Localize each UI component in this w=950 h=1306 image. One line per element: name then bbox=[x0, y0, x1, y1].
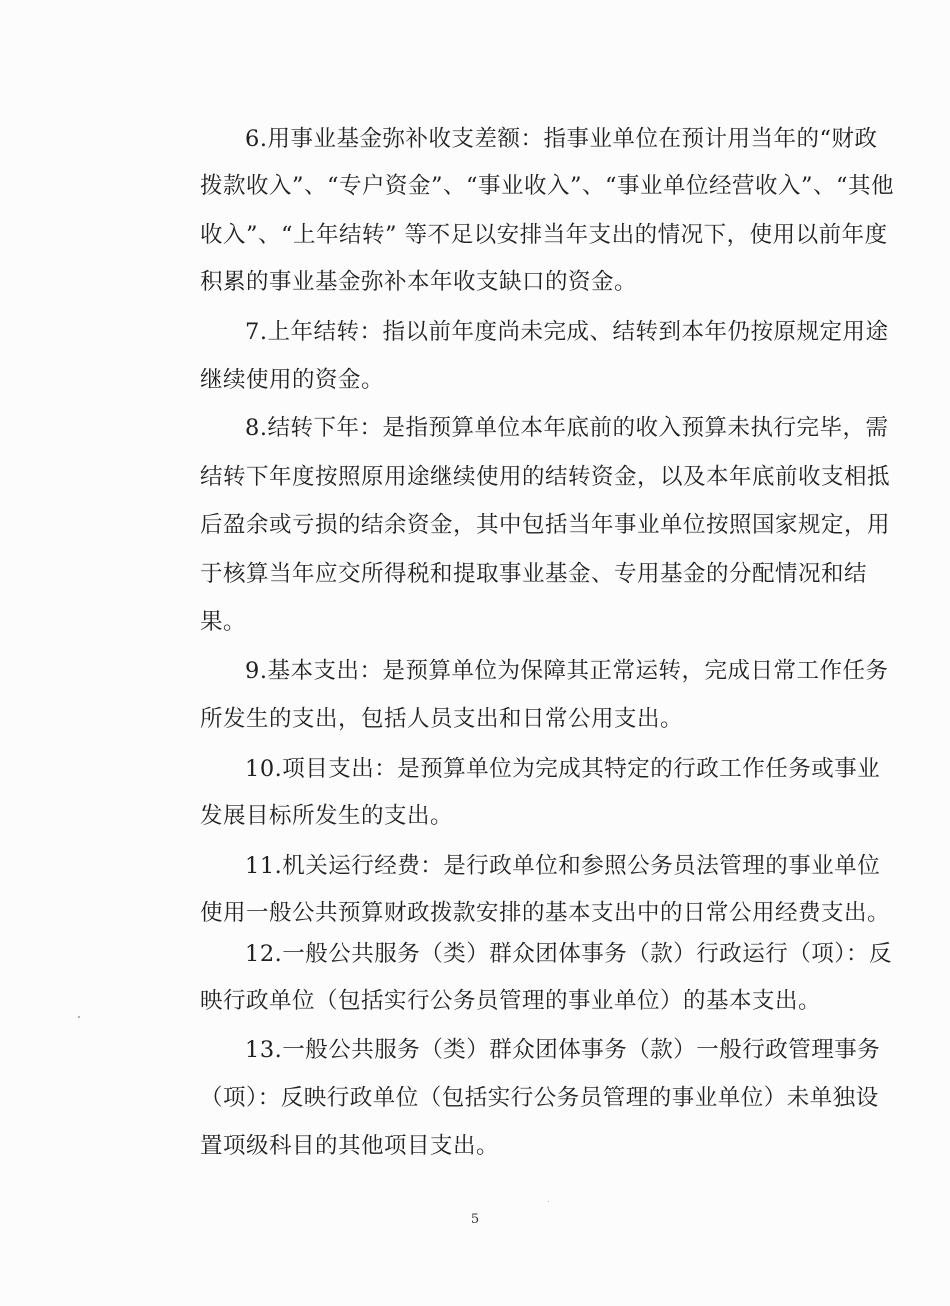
text-line: 8.结转下年：是指预算单位本年底前的收入预算未执行完毕，需 bbox=[245, 415, 889, 441]
text-line: 7.上年结转：指以前年度尚未完成、结转到本年仍按原规定用途 bbox=[245, 319, 889, 345]
text-line: 13.一般公共服务（类）群众团体事务（款）一般行政管理事务 bbox=[245, 1037, 881, 1063]
text-line: 果。 bbox=[200, 609, 247, 635]
text-line: 发展目标所发生的支出。 bbox=[200, 803, 454, 829]
text-line: 12.一般公共服务（类）群众团体事务（款）行政运行（项）：反 bbox=[245, 941, 893, 967]
text-line: 后盈余或亏损的结余资金，其中包括当年事业单位按照国家规定，用 bbox=[200, 512, 891, 538]
text-line: 积累的事业基金弥补本年收支缺口的资金。 bbox=[200, 269, 638, 295]
page-number: 5 bbox=[470, 1212, 480, 1227]
text-line: 继续使用的资金。 bbox=[200, 367, 385, 393]
text-line: （项）：反映行政单位（包括实行公务员管理的事业单位）未单独设 bbox=[200, 1085, 879, 1111]
text-line: 所发生的支出，包括人员支出和日常公用支出。 bbox=[200, 706, 684, 732]
text-line: 拨款收入”、“专户资金”、“事业收入”、“事业单位经营收入”、“其他 bbox=[200, 173, 895, 199]
text-line: 11.机关运行经费：是行政单位和参照公务员法管理的事业单位 bbox=[245, 853, 881, 879]
text-line: 收入”、“上年结转” 等不足以安排当年支出的情况下，使用以前年度 bbox=[200, 222, 888, 248]
text-line: 置项级科目的其他项目支出。 bbox=[200, 1133, 500, 1159]
text-line: 9.基本支出：是预算单位为保障其正常运转，完成日常工作任务 bbox=[245, 658, 889, 684]
text-line: 映行政单位（包括实行公务员管理的事业单位）的基本支出。 bbox=[200, 988, 822, 1014]
text-line: 6.用事业基金弥补收支差额：指事业单位在预计用当年的“财政 bbox=[245, 126, 878, 152]
text-line: 使用一般公共预算财政拨款安排的基本支出中的日常公用经费支出。 bbox=[200, 900, 891, 926]
text-line: 于核算当年应交所得税和提取事业基金、专用基金的分配情况和结 bbox=[200, 561, 868, 587]
scan-speck bbox=[78, 1016, 80, 1018]
text-line: 结转下年度按照原用途继续使用的结转资金，以及本年底前收支相抵 bbox=[200, 464, 891, 490]
text-line: 10.项目支出：是预算单位为完成其特定的行政工作任务或事业 bbox=[245, 756, 881, 782]
scan-speck bbox=[548, 1201, 549, 1202]
